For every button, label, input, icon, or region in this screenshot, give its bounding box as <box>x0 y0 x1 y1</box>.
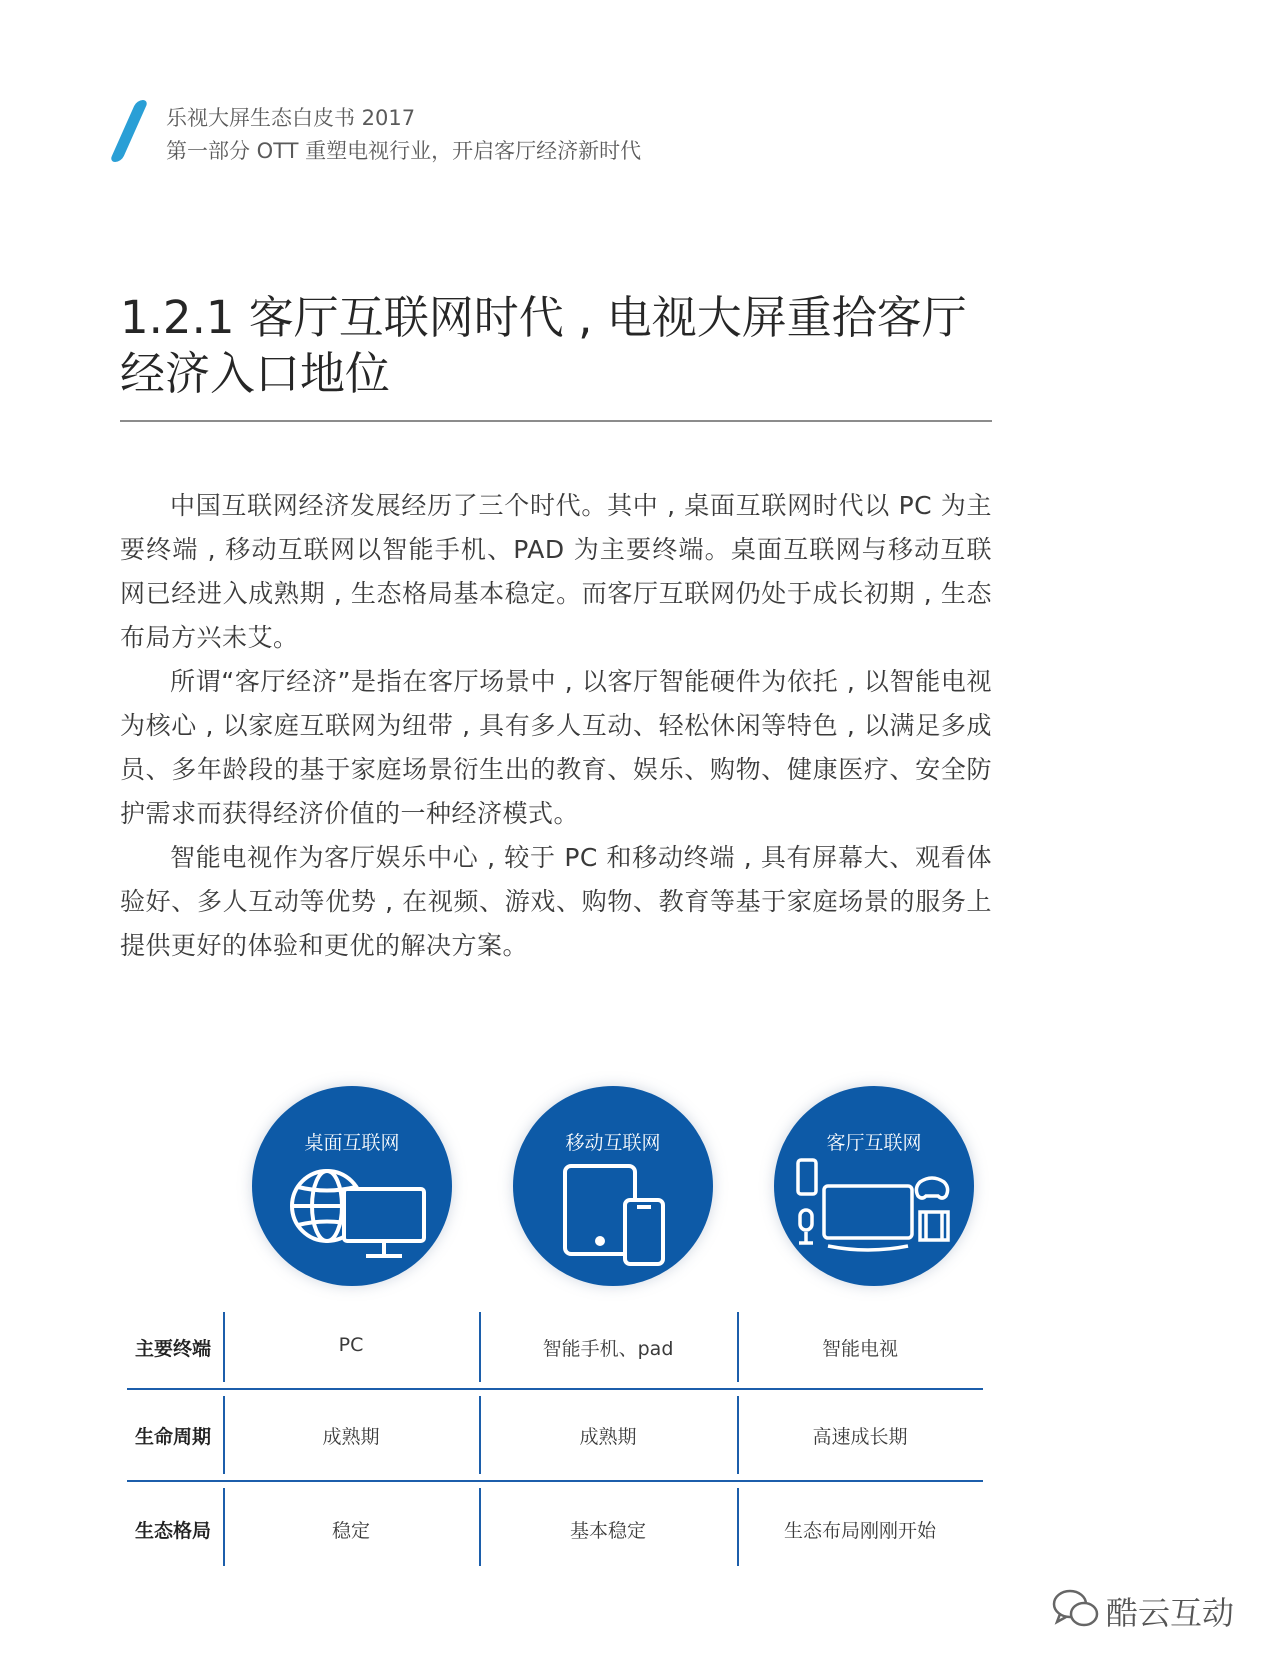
circle-mobile-internet <box>513 1086 713 1286</box>
header-book-title: 乐视大屏生态白皮书 2017 <box>166 106 416 130</box>
paragraph-2: 所谓“客厅经济”是指在客厅场景中 , 以客厅智能硬件为依托 , 以智能电视为核心 , 以家庭互联网为纽带 , 具有多人互动、轻松休闲等特色 , 以满足多成员、多年龄段的基于家庭场景衍生出的教育、娱乐、购物、健康医疗、安全防护需求而获得经济价值的一种经济模式。 <box>120 667 992 828</box>
table-cell: 基本稳定 <box>569 1520 646 1542</box>
circle-label: 桌面互联网 <box>304 1132 400 1154</box>
globe-monitor-icon <box>252 1086 452 1286</box>
wechat-icon <box>1050 1586 1102 1630</box>
table-cell: 成熟期 <box>322 1426 380 1448</box>
row-head-ecosystem: 生态格局 <box>135 1520 212 1542</box>
row-head-terminal: 主要终端 <box>135 1338 212 1360</box>
circle-desktop-internet <box>252 1086 452 1286</box>
table-cell: PC <box>338 1334 364 1356</box>
circle-label: 客厅互联网 <box>826 1132 922 1154</box>
watermark-text: 酷云互动 <box>1106 1594 1235 1632</box>
paragraph-1: 中国互联网经济发展经历了三个时代。其中 , 桌面互联网时代以 PC 为主要终端 , 移动互联网以智能手机、PAD 为主要终端。桌面互联网与移动互联网已经进入成熟期 , 生态格局基本稳定。而客厅互联网仍处于成长初期 , 生态布局方兴未艾。 <box>120 491 992 652</box>
tv-devices-icon <box>774 1086 974 1286</box>
table-cell: 高速成长期 <box>812 1426 908 1448</box>
circle-label: 移动互联网 <box>565 1132 661 1154</box>
comparison-table <box>127 1312 983 1570</box>
table-cell: 智能电视 <box>821 1338 898 1360</box>
body-text <box>120 484 992 968</box>
table-cell: 成熟期 <box>579 1426 637 1448</box>
table-hline <box>127 1388 983 1390</box>
header-section-title: 第一部分 OTT 重塑电视行业，开启客厅经济新时代 <box>166 139 642 163</box>
header-accent-slash <box>109 100 149 162</box>
tablet-phone-icon <box>513 1086 713 1286</box>
page-header <box>118 92 918 172</box>
table-hline <box>127 1480 983 1482</box>
watermark <box>1050 1580 1250 1630</box>
table-cell: 智能手机、pad <box>542 1338 674 1360</box>
row-head-lifecycle: 生命周期 <box>135 1426 212 1448</box>
paragraph-3: 智能电视作为客厅娱乐中心 , 较于 PC 和移动终端 , 具有屏幕大、观看体验好、多人互动等优势 , 在视频、游戏、购物、教育等基于家庭场景的服务上提供更好的体验和更优的解决方案。 <box>120 843 992 960</box>
table-cell: 生态布局刚刚开始 <box>783 1520 936 1542</box>
section-title: 1.2.1 客厅互联网时代 , 电视大屏重拾客厅经济入口地位 <box>120 291 967 400</box>
circle-livingroom-internet <box>774 1086 974 1286</box>
title-divider <box>120 420 992 422</box>
table-cell: 稳定 <box>331 1520 370 1542</box>
